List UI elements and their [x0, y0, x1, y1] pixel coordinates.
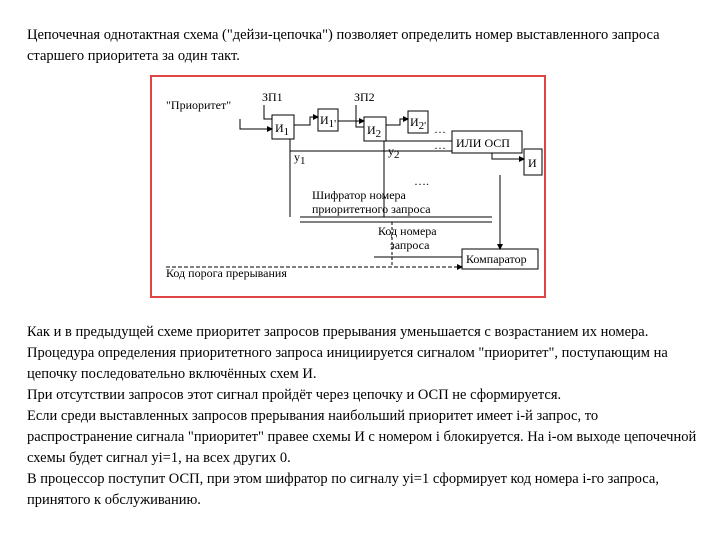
and2-label: И2: [367, 123, 382, 140]
and-out-label: И: [528, 156, 537, 170]
comparator-label: Компаратор: [466, 252, 527, 266]
zp2-label: ЗП2: [354, 90, 375, 104]
priority-wire: [240, 119, 272, 129]
y1-to-or: [290, 141, 452, 151]
diagram-svg: [152, 77, 544, 296]
wire-and1-and1p: [294, 117, 318, 125]
threshold-label: Код порога прерывания: [166, 266, 287, 280]
and2p-label: И2': [410, 115, 427, 132]
heading-text: Цепочечная однотактная схема ("дейзи-цепочка") позволяет определить номер выставленного запроса старшего приоритета за один такт.: [27, 27, 660, 64]
zp1-label: ЗП1: [262, 90, 283, 104]
dots-bottom: ….: [414, 174, 429, 188]
paragraph-4: В процессор поступит ОСП, при этом шифратор по сигналу yi=1 сформирует код номера i-го запроса, принятого к обслуживанию.: [27, 471, 659, 508]
dots-mid: …: [434, 138, 446, 152]
code-label-2: запроса: [390, 238, 430, 252]
and1-label: И1: [275, 121, 290, 138]
encoder-label-1: Шифратор номера: [312, 188, 406, 202]
paragraph-2: При отсутствии запросов этот сигнал пройдёт через цепочку и ОСП не сформируется.: [27, 387, 562, 403]
daisy-chain-diagram: [150, 75, 546, 298]
priority-label: "Приоритет": [166, 98, 232, 112]
and1p-label: И1': [320, 113, 337, 130]
paragraph-1: Как и в предыдущей схеме приоритет запросов прерывания уменьшается с возрастанием их номера. Процедура определения приоритетного запроса инициируется сигналом "приоритет", поступающим на цепочку последовательно включённых схем И.: [27, 324, 668, 382]
or-to-and-wire: [492, 153, 524, 159]
y1-label: у1: [294, 150, 306, 167]
or-osp-label: ИЛИ ОСП: [456, 136, 510, 150]
y2-label: у2: [388, 144, 400, 161]
zp1-wire: [264, 105, 272, 119]
zp2-wire: [356, 105, 364, 127]
paragraph-3: Если среди выставленных запросов прерывания наибольший приоритет имеет i-й запрос, то распространение сигнала "приоритет" правее схемы И с номером i блокируется. На i-ом выходе цепочечной схемы будет сигнал yi=1, на всех других 0.: [27, 408, 697, 466]
dots-top: …: [434, 122, 446, 136]
code-label-1: Код номера: [378, 224, 437, 238]
wire-and2-and2p: [386, 119, 408, 125]
encoder-label-2: приоритетного запроса: [312, 202, 431, 216]
